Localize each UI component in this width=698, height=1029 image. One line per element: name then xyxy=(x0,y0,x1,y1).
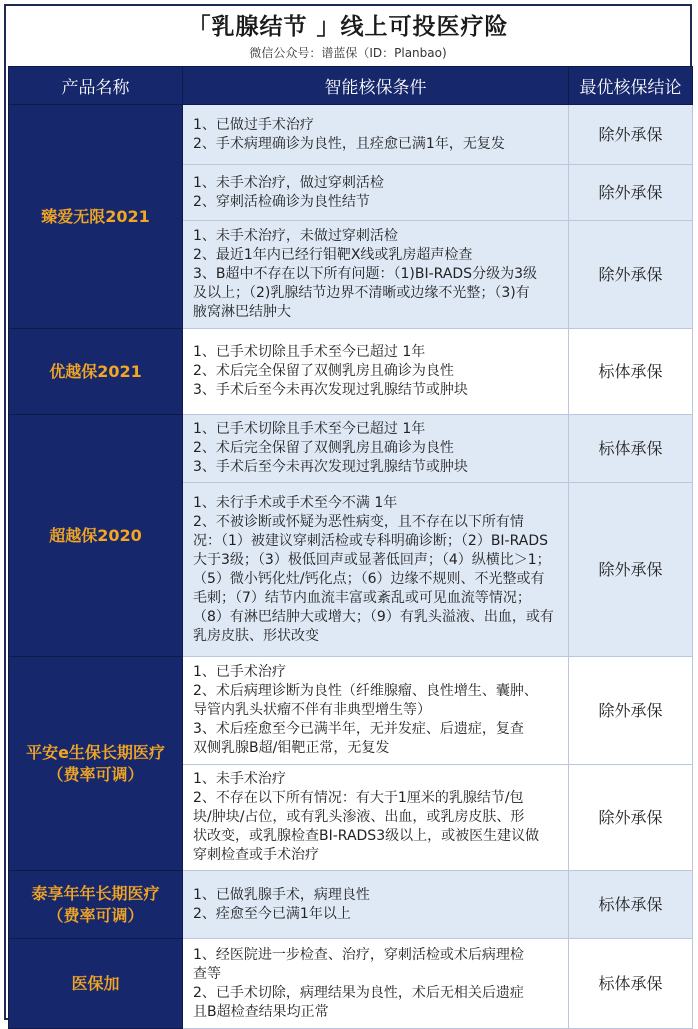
table-row xyxy=(9,415,693,483)
condition-line: 2、不存在以下所有情况：有大于1厘米的乳腺结节/包 xyxy=(193,790,524,806)
product-name: 泰享年年长期医疗 xyxy=(31,883,160,903)
condition-line: 3、手术后至今未再次发现过乳腺结节或肿块 xyxy=(193,382,468,398)
condition-line: 2、不被诊断或怀疑为恶性病变，且不存在以下所有情 xyxy=(193,513,524,530)
condition-cell xyxy=(183,483,569,657)
product-name: 医保加 xyxy=(71,973,120,993)
table-row xyxy=(9,329,693,415)
column-header-conditions: 智能核保条件 xyxy=(183,67,569,105)
product-name: 平安e生保长期医疗 xyxy=(26,742,165,762)
result-cell: 除外承保 xyxy=(569,221,693,329)
condition-line: 大于3级；（3）极低回声或显著低回声；（4）纵横比＞1； xyxy=(193,551,551,568)
condition-line: 2、术后病理诊断为良性（纤维腺瘤、良性增生、囊肿、 xyxy=(193,683,538,699)
condition-line: 2、已手术切除，病理结果为良性，术后无相关后遗症 xyxy=(193,984,524,1001)
product-note: （费率可调） xyxy=(47,905,144,925)
condition-line: 块/肿块/占位，或有乳头渗液、出血，或乳房皮肤、形 xyxy=(193,809,525,825)
condition-cell xyxy=(183,415,569,483)
page-frame xyxy=(4,4,692,1020)
product-name: 臻爱无限2021 xyxy=(41,206,150,226)
condition-line: 腋窝淋巴结肿大 xyxy=(193,304,291,320)
condition-line: 2、最近1年内已经行钼靶X线或乳房超声检查 xyxy=(193,247,473,263)
result-cell: 标体承保 xyxy=(569,415,693,483)
condition-line: 1、未手术治疗，做过穿刺活检 xyxy=(193,174,384,191)
condition-line: 乳房皮肤、形状改变 xyxy=(193,627,319,644)
result-cell: 标体承保 xyxy=(569,871,693,939)
table-row xyxy=(9,657,693,765)
result-cell: 除外承保 xyxy=(569,165,693,221)
result-cell: 除外承保 xyxy=(569,483,693,657)
condition-line: 导管内乳头状瘤不伴有非典型增生等） xyxy=(193,702,431,718)
page-subtitle: 微信公众号：谱蓝保（ID：Planbao) xyxy=(249,46,447,60)
product-cell xyxy=(9,871,183,939)
condition-line: 1、已做乳腺手术，病理良性 xyxy=(193,886,370,903)
condition-line: 1、未手术治疗，未做过穿刺活检 xyxy=(193,228,398,244)
insurance-table xyxy=(8,66,693,1029)
condition-line: 3、术后痊愈至今已满半年，无并发症、后遗症，复查 xyxy=(193,721,524,737)
result-cell: 除外承保 xyxy=(569,657,693,765)
condition-line: 况：（1）被建议穿刺活检或专科明确诊断；（2）BI-RADS xyxy=(193,532,549,549)
condition-line: 双侧乳腺B超/钼靶正常，无复发 xyxy=(193,740,390,756)
condition-line: 1、已做过手术治疗 xyxy=(193,116,314,133)
condition-line: 及以上；（2)乳腺结节边界不清晰或边缘不光整；（3)有 xyxy=(193,285,530,301)
product-cell xyxy=(9,939,183,1029)
condition-cell xyxy=(183,165,569,221)
table-row xyxy=(9,105,693,165)
condition-line: 1、未行手术或手术至今不满 1年 xyxy=(193,494,398,511)
product-cell xyxy=(9,657,183,871)
condition-line: 3、手术后至今未再次发现过乳腺结节或肿块 xyxy=(193,459,468,475)
condition-line: （5）微小钙化灶/钙化点；（6）边缘不规则、不光整或有 xyxy=(193,570,545,587)
condition-line: 1、已手术切除且手术至今已超过 1年 xyxy=(193,421,426,437)
condition-cell xyxy=(183,105,569,165)
condition-cell xyxy=(183,871,569,939)
product-cell xyxy=(9,329,183,415)
condition-line: 3、B超中不存在以下所有问题：（1)BI-RADS分级为3级 xyxy=(193,266,537,282)
condition-line: 状改变，或乳腺检查BI-RADS3级以上，或被医生建议做 xyxy=(193,828,540,844)
product-cell xyxy=(9,415,183,657)
column-header-result: 最优核保结论 xyxy=(569,67,693,105)
table-header-row xyxy=(9,67,693,105)
product-note: （费率可调） xyxy=(47,764,144,784)
table-row xyxy=(9,939,693,1029)
condition-line: 1、经医院进一步检查、治疗，穿刺活检或术后病理检 xyxy=(193,946,524,963)
condition-line: 2、手术病理确诊为良性，且痊愈已满1年，无复发 xyxy=(193,135,505,152)
condition-cell xyxy=(183,329,569,415)
condition-line: 1、已手术治疗 xyxy=(193,664,286,680)
product-name: 超越保2020 xyxy=(49,525,142,545)
column-header-product: 产品名称 xyxy=(9,67,183,105)
condition-line: 2、术后完全保留了双侧乳房且确诊为良性 xyxy=(193,363,454,379)
product-cell xyxy=(9,105,183,329)
condition-line: 2、穿刺活检确诊为良性结节 xyxy=(193,193,370,210)
condition-line: 2、痊愈至今已满1年以上 xyxy=(193,905,351,922)
condition-cell xyxy=(183,765,569,871)
page-title: 「乳腺结节 」线上可投医疗险 xyxy=(187,14,509,40)
condition-line: 1、已手术切除且手术至今已超过 1年 xyxy=(193,344,426,360)
condition-line: （8）有淋巴结肿大或增大；（9）有乳头溢液、出血，或有 xyxy=(193,608,554,625)
condition-cell xyxy=(183,221,569,329)
result-cell: 除外承保 xyxy=(569,105,693,165)
table-row xyxy=(9,871,693,939)
condition-line: 且B超检查结果均正常 xyxy=(193,1003,329,1020)
condition-line: 1、未手术治疗 xyxy=(193,771,286,787)
condition-line: 查等 xyxy=(193,965,221,982)
condition-line: 毛刺；（7）结节内血流丰富或紊乱或可见血流等情况； xyxy=(193,589,531,606)
condition-line: 2、术后完全保留了双侧乳房且确诊为良性 xyxy=(193,440,454,456)
result-cell: 除外承保 xyxy=(569,765,693,871)
result-cell: 标体承保 xyxy=(569,329,693,415)
condition-line: 穿刺检查或手术治疗 xyxy=(193,847,319,863)
product-name: 优越保2021 xyxy=(49,361,142,381)
condition-cell xyxy=(183,657,569,765)
condition-cell xyxy=(183,939,569,1029)
result-cell: 标体承保 xyxy=(569,939,693,1029)
